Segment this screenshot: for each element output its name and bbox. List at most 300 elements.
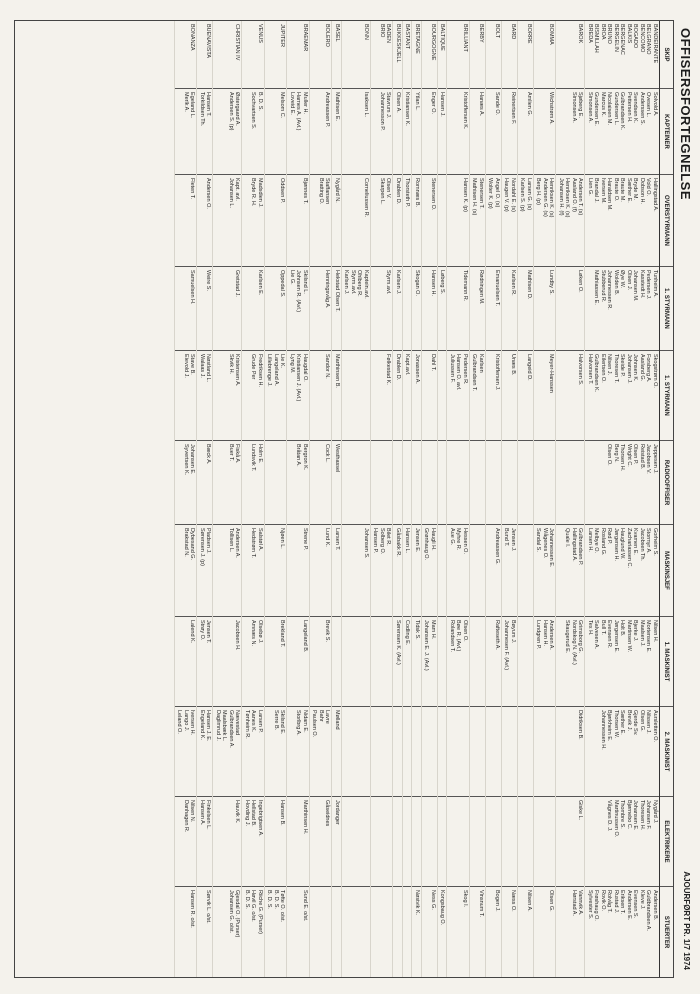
officer-name: Henriksen K. (s) [564,178,571,218]
table-row [437,21,447,977]
officer-name: Mortensen E. [645,620,652,653]
col-skip-cell [470,21,485,89]
officer-name: Gulbrandsen K. [593,354,600,393]
officer-name: Hansen T. [205,92,212,117]
col-1-styrmann-b-cell [438,351,447,441]
col-kapteiner-cell [413,89,422,175]
col-overstyrmann-cell [586,175,660,267]
col-1-styrmann-a-cell [486,267,501,351]
officer-name: Karlsen [478,354,484,373]
officer-name: Iversen H. [189,710,196,736]
col-1-styrmann-b-cell [534,351,556,441]
officer-name: Serre B. [273,710,279,731]
col-skip-cell [518,21,533,89]
officer-name: Brevik S. [324,620,331,643]
officer-name: Anderssen S. [639,92,645,126]
col-1-maskinist-cell [394,617,403,707]
officer-name: Tønheim R. [244,710,250,739]
col-1-styrmann-a-cell [403,267,412,351]
col-kapteiner-cell [214,89,242,175]
officer-name: Karlsen E. [257,270,263,296]
col-kapteiner-cell [371,89,393,175]
officer-name: Romnæs B. [414,178,420,208]
col-overstyrmann-cell [502,175,517,267]
table-row [517,21,533,977]
officer-name: Strene P. [302,528,308,551]
header-col-skip: SKIP [660,21,673,89]
officer-name: Dybesand G. [189,528,196,561]
officer-name: Johansen H. (f) [558,178,564,216]
officer-name: Stave B. [189,354,196,375]
col-stuerter-cell [486,887,501,977]
col-radiooffiser-cell [534,441,556,525]
col-2-maskinist-cell [438,707,447,797]
officer-name: Jensen E. [414,528,420,553]
col-stuerter-cell [502,887,517,977]
ship-name: BAROK [577,24,584,44]
officer-name: Brandal J. [593,178,600,203]
officer-name: Syvertsen K. [183,444,189,476]
officer-name: Høvil G. o/st. [250,890,257,922]
officer-name: Rovik O. [600,890,606,912]
col-1-styrmann-b-cell [502,351,517,441]
officer-name: Nøstvik K. [414,890,420,916]
officer-name: Larsen H. [587,528,593,552]
officer-name: Kongsbaug O. [439,890,446,926]
officer-name: Pedersen J. [645,270,652,300]
officer-name: Skvik H. [228,354,234,375]
officer-name: Pettersen H. [626,92,632,123]
officer-name: Mam H. [430,620,436,640]
ship-name: BUKKESKJELL [395,24,401,63]
officer-name: Johansen G. o/st. [228,890,234,934]
officer-name: Hørstad A. [571,890,577,916]
officer-name: Sørvik L. o/st. [205,890,212,924]
col-1-styrmann-b-cell [413,351,422,441]
col-2-maskinist-cell [288,707,310,797]
officer-name: Reistad B. [639,444,645,470]
officer-name: Vannvik A. [577,890,584,916]
col-2-maskinist-cell [518,707,533,797]
officer-name: Mathiassen E. [593,270,600,305]
officer-name: Bergron K. [302,444,308,471]
col-kapteiner-cell [403,89,412,175]
col-kapteiner-cell [310,89,332,175]
col-radiooffiser-cell [502,441,517,525]
col-stuerter-cell [557,887,585,977]
officer-name: Johansen L. [228,178,234,208]
header-col-elektrikere: ELEKTRIKERE [660,797,673,887]
officer-name: Kristensen A. [234,354,241,387]
col-radiooffiser-cell [214,441,242,525]
officer-name: Lundsvik T. [250,444,257,472]
officer-name: Pedersen R. [462,354,468,385]
officer-name: Paulsen O. [311,710,318,738]
col-maskinsjef-cell [470,525,485,617]
ship-name: BADEN [385,24,392,43]
ship-name: BONN [363,24,369,40]
officer-name: Corneliussen R. [363,178,369,218]
col-stuerter-cell [448,887,470,977]
ship-name: BERGENAC [619,24,626,55]
officer-name: Bryde M. [632,178,639,201]
col-1-styrmann-a-cell [175,267,197,351]
table-row [174,21,197,977]
officer-name: Bogen J. [494,890,500,912]
col-2-maskinist-cell [310,707,332,797]
officer-name: Ytlan L. [414,92,420,111]
col-maskinsjef-cell [394,525,403,617]
col-1-styrmann-a-cell [243,267,265,351]
officer-name: Loveid E. [289,92,295,115]
header-col-radiooffiser: RADIOOFFISER [660,441,673,525]
officer-name: Vinsnum T. [478,890,484,918]
col-overstyrmann-cell [371,175,393,267]
ship-name: BASEL [334,24,340,42]
officer-name: Andersen S. (p) [228,92,234,131]
officer-name: Nicolaisen M. [606,92,613,126]
officer-name: Angel O. (s) [494,178,500,208]
officer-name: Hansen B. [279,800,286,826]
col-stuerter-cell [586,887,660,977]
col-2-maskinist-cell [486,707,501,797]
col-1-styrmann-a-cell [470,267,485,351]
officer-name: Sylvester S. [587,890,593,920]
col-skip-cell [403,21,412,89]
col-2-maskinist-cell [403,707,412,797]
officer-name: Harnes A. (Avl.) [295,92,302,131]
officer-name: Jordanger [334,800,340,825]
table-row [469,21,485,977]
ship-name: VENUS [257,24,263,43]
officer-name: Kvamen E. [632,528,639,555]
col-maskinsjef-cell [310,525,332,617]
col-1-styrmann-b-cell [333,351,342,441]
officer-name: Olsen A. [395,92,401,113]
col-kapteiner-cell [422,89,437,175]
officer-name: Gorheim S. [652,528,658,556]
officer-name: Kapt. avl. [234,178,241,201]
col-kapteiner-cell [557,89,585,175]
officer-name: Hauvik K. [234,800,241,824]
ship-name: BORRE [526,24,532,44]
officer-name: Hallingstad A. [571,528,577,562]
officer-name: Bull T. [600,620,606,635]
col-1-maskinist-cell [518,617,533,707]
col-overstyrmann-cell [448,175,470,267]
officer-name: Bilet R. [385,528,392,546]
officer-name: Fleten T. [189,178,196,199]
officer-name: Thoresen T. [613,354,619,383]
col-skip-cell [333,21,342,89]
officer-name: Juliussen F. [449,354,455,383]
officer-name: Stenersen T. [478,178,484,209]
officer-name: Styrm.avl. [350,270,356,295]
table-row [332,21,342,977]
col-1-styrmann-b-cell [175,351,197,441]
officer-name: Dobson H. [639,178,645,204]
col-elektrikere-cell [394,797,403,887]
officer-name: Gjerde Sv. [632,710,639,736]
col-stuerter-cell [470,887,485,977]
table-row [412,21,422,977]
officer-name: Salvesen A. [593,620,600,650]
col-elektrikere-cell [448,797,470,887]
officer-name: Johansen E. [189,444,196,475]
ship-name: BASTANT [404,24,411,49]
col-overstyrmann-cell [486,175,501,267]
update-date: AJOURFØRT PR. 1/7 1974 [682,871,691,970]
officer-name: Didriksen B. [577,710,584,740]
officer-name: Hansen A. [199,800,205,826]
officer-name: Øye W. [619,270,626,289]
officer-name: Hansen P. [372,528,379,553]
officer-name: Drablen D. [395,178,401,205]
officer-name: Maalsen J. [639,620,645,647]
officer-name: Skogan O. [414,270,420,296]
col-overstyrmann-cell [438,175,447,267]
officer-name: Johannessen R. [606,270,613,310]
col-1-styrmann-b-cell [371,351,393,441]
officer-name: Madsdien J. [257,178,263,208]
officer-name: Olsen O. [462,620,468,642]
col-1-maskinist-cell [214,617,242,707]
ship-name: BROA [600,24,606,40]
col-1-maskinist-cell [333,617,342,707]
officer-name: Olsen G. [548,890,555,912]
header-col-1-maskinist: 1. MASKINIST [660,617,673,707]
officer-name: Haugen V. (p) [503,178,510,212]
officer-name: Merlk A. [183,92,189,112]
col-1-styrmann-a-cell [342,267,370,351]
officer-name: Kristoffersen K. [462,92,468,130]
ship-name: BERBY [478,24,484,43]
officer-name: Aasland O. (f) [571,178,577,212]
officer-name: Stenersen O. [430,178,436,211]
officer-name: Løken O. [577,270,584,293]
officer-name: Halvorsen T. [587,354,593,385]
officer-name: Gåseidnes [324,800,331,827]
officer-name: Forsberg A. [645,354,652,383]
officer-name: Gundersen E. [593,92,600,126]
col-1-styrmann-b-cell [486,351,501,441]
officer-name: Zachariassen C. [626,528,632,569]
officer-name: Torkildsen Th. [199,92,205,127]
officer-name: Andersen T. (s) [577,178,584,216]
officer-name: Andreassen G. [494,528,500,565]
officer-name: Brevik J. [626,710,632,732]
ship-name: BRILLIANT [462,24,468,52]
officer-name: Bjerke J. [632,620,639,642]
officer-name: Eievold J. [183,354,189,378]
officer-name: Martinsen W. [626,620,632,653]
officer-name: Drablen D. [395,354,401,381]
col-stuerter-cell [371,887,393,977]
col-1-styrmann-b-cell [422,351,437,441]
header-col-1-styrmann-b: 1. STYRMANN [660,351,673,441]
officer-name: Skog I. [462,890,468,908]
officer-table [14,20,674,978]
officer-name: Bæck A. [205,444,212,465]
col-radiooffiser-cell [288,441,310,525]
officer-name: Thorsteth P. [404,178,411,208]
col-1-maskinist-cell [175,617,197,707]
col-maskinsjef-cell [243,525,265,617]
col-2-maskinist-cell [448,707,470,797]
col-stuerter-cell [243,887,265,977]
col-maskinsjef-cell [371,525,393,617]
col-skip-cell [243,21,265,89]
col-radiooffiser-cell [394,441,403,525]
col-elektrikere-cell [502,797,517,887]
col-radiooffiser-cell [310,441,332,525]
officer-name: Evensen S. [632,890,639,919]
officer-name: Nilsen N. [189,800,196,823]
officer-name: Simonsen A. [571,92,577,123]
table-row [501,21,517,977]
col-skip-cell [175,21,197,89]
officer-name: Kristoffersen J. [494,354,500,391]
col-kapteiner-cell [198,89,213,175]
col-stuerter-cell [422,887,437,977]
officer-name: Bund T. [503,528,510,547]
officer-name: Johansen J. [626,354,632,384]
officer-name: Leland O. [176,710,183,734]
officer-name: Skarpen L. [379,178,385,205]
officer-name: Emanuelsen T. [494,270,500,307]
officer-name: Tollisen L. [228,528,234,553]
officer-name: Westhassel [334,444,340,473]
col-1-maskinist-cell [371,617,393,707]
officer-name: Sørensen K. (Avl.) [395,620,401,665]
col-overstyrmann-cell [403,175,412,267]
officer-name: Frøshaug O. [593,890,600,921]
officer-name: Svendsen K. [632,92,639,124]
table-row [585,21,660,977]
officer-name: B. D. S. [273,890,279,909]
col-overstyrmann-cell [413,175,422,267]
col-elektrikere-cell [265,797,287,887]
officer-name: Karlsen S. (p) [519,178,526,212]
officer-name: Marthinsen H. [302,800,308,835]
officer-name: Gulbrandsen A. [228,710,234,748]
col-stuerter-cell [438,887,447,977]
officer-name: Johansen M. [632,270,639,302]
officer-name: Johannessen E. [548,528,555,568]
officer-name: Brekland T. [279,620,286,648]
col-maskinsjef-cell [413,525,422,617]
officer-name: Cock L. [324,444,331,463]
col-1-maskinist-cell [342,617,370,707]
officer-name: Lillebrenge J. [266,354,273,387]
table-row [556,21,585,977]
col-elektrikere-cell [198,797,213,887]
officer-name: Nilsen J. [606,354,613,376]
col-maskinsjef-cell [198,525,213,617]
officer-name: Jacobsen Th. [639,528,645,561]
officer-name: Haraldsen M. [606,178,613,211]
officer-name: Tidsk S. [414,620,420,640]
col-kapteiner-cell [502,89,517,175]
officer-name: Brakstad N. [183,528,189,557]
ship-name: BALKIS [626,24,632,44]
officer-name: Wågenes O. [542,528,548,559]
officer-name: Lund K. [324,528,331,547]
col-maskinsjef-cell [265,525,287,617]
officer-name: Wichstrøm A. [548,92,555,125]
col-1-maskinist-cell [403,617,412,707]
col-radiooffiser-cell [586,441,660,525]
officer-name: Salstøl A. [257,528,263,552]
officer-name: Meyer-Hanssen [548,354,555,393]
col-2-maskinist-cell [470,707,485,797]
officer-name: Olsebø J. [257,620,263,644]
col-2-maskinist-cell [502,707,517,797]
officer-name: Daglimrud J. [215,710,221,741]
ship-name: BOLERO [324,24,331,47]
officer-name: Danhagen R. [183,800,189,833]
col-2-maskinist-cell [413,707,422,797]
col-maskinsjef-cell [175,525,197,617]
ship-name: BUENAVISTA [205,24,212,59]
table-row [213,21,242,977]
col-2-maskinist-cell [198,707,213,797]
officer-name: Nilsen A. [526,890,532,912]
col-skip-cell [502,21,517,89]
officer-name: Rødningen M. [478,270,484,305]
col-maskinsjef-cell [438,525,447,617]
col-radiooffiser-cell [403,441,412,525]
officer-name: Jensen J. [510,528,516,552]
col-overstyrmann-cell [470,175,485,267]
col-elektrikere-cell [486,797,501,887]
officer-name: Bahr [318,710,324,722]
col-1-styrmann-a-cell [448,267,470,351]
officer-name: Muller H. [302,92,308,115]
col-radiooffiser-cell [342,441,370,525]
col-1-styrmann-a-cell [557,267,585,351]
col-overstyrmann-cell [333,175,342,267]
col-skip-cell [586,21,660,89]
officer-name: Lundgren P. [535,620,542,650]
officer-name: Pladsen J. [205,528,212,554]
col-maskinsjef-cell [486,525,501,617]
col-radiooffiser-cell [198,441,213,525]
officer-name: Hansen H. [542,620,548,646]
col-skip-cell [486,21,501,89]
col-1-maskinist-cell [470,617,485,707]
header-col-overstyrmann: OVERSTYRMANN [660,175,673,267]
officer-name: Følkestad K. [385,354,392,385]
col-maskinsjef-cell [333,525,342,617]
officer-name: Johnsen R. (Avl.) [295,270,302,313]
col-2-maskinist-cell [175,707,197,797]
col-1-maskinist-cell [310,617,332,707]
col-2-maskinist-cell [394,707,403,797]
officer-name: Isaksen L. [363,92,369,118]
col-radiooffiser-cell [371,441,393,525]
col-1-maskinist-cell [198,617,213,707]
col-stuerter-cell [413,887,422,977]
col-2-maskinist-cell [214,707,242,797]
officer-name: Strøy O. [199,620,205,641]
col-elektrikere-cell [333,797,342,887]
officer-name: Tidemann R. [462,270,468,302]
officer-name: Rolvåg T. [606,890,613,913]
col-stuerter-cell [198,887,213,977]
officer-name: Amlien G. [526,92,532,117]
officer-name: Kaptein.avl. [363,270,369,299]
